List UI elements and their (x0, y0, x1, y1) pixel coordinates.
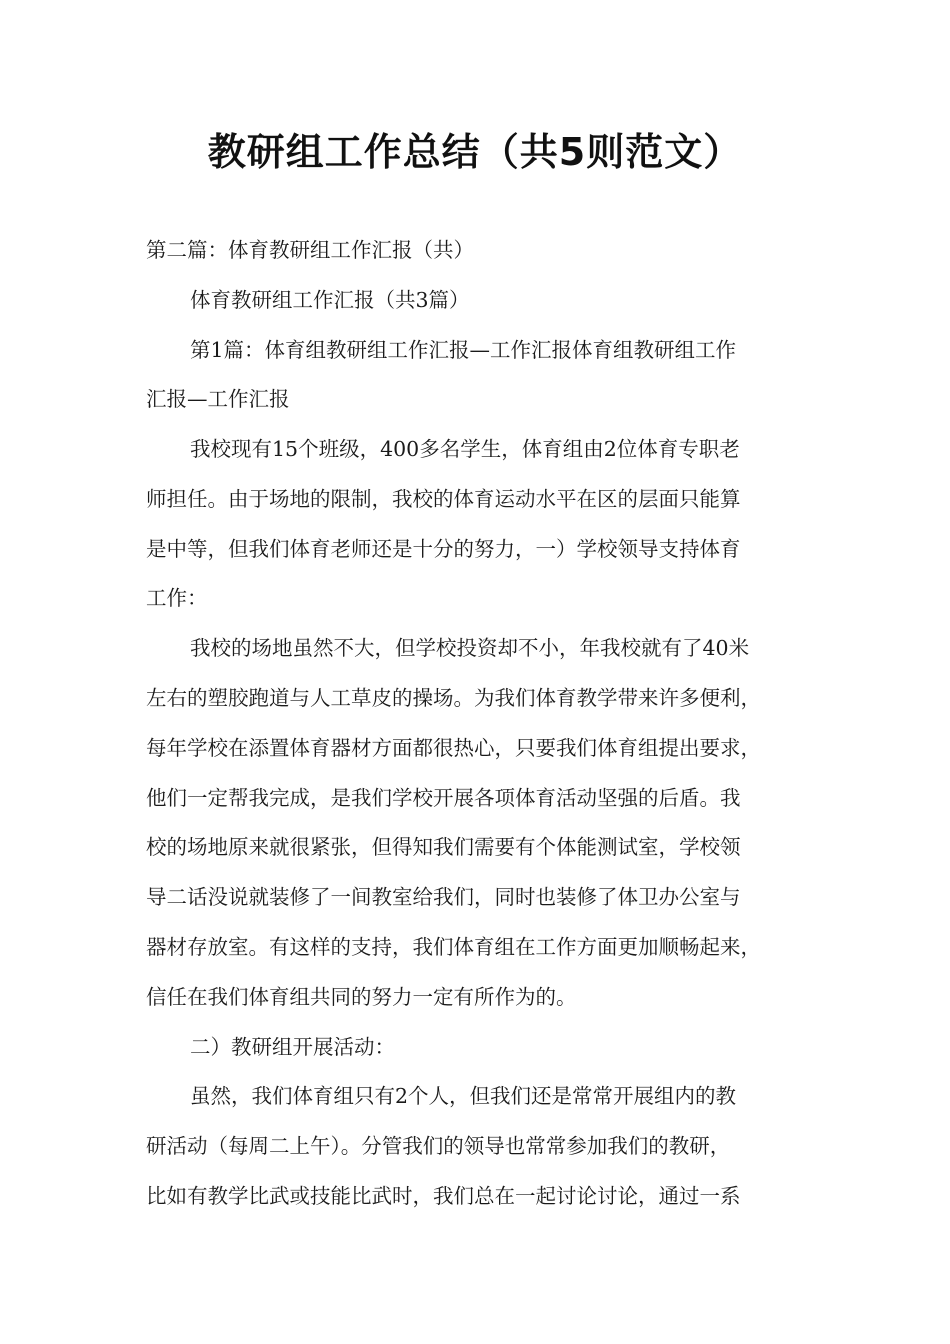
paragraph-line: 汇报—工作汇报 (146, 387, 290, 411)
section-heading: 第二篇：体育教研组工作汇报（共） (146, 238, 474, 262)
paragraph-line: 我校现有15个班级，400多名学生，体育组由2位体育专职老 (190, 437, 740, 461)
paragraph-line: 左右的塑胶跑道与人工草皮的操场。为我们体育教学带来许多便利， (146, 686, 761, 710)
paragraph-line: 师担任。由于场地的限制，我校的体育运动水平在区的层面只能算 (146, 487, 741, 511)
paragraph-line: 每年学校在添置体育器材方面都很热心，只要我们体育组提出要求， (146, 736, 761, 760)
paragraph-line: 我校的场地虽然不大，但学校投资却不小，年我校就有了40米 (190, 636, 750, 660)
paragraph-line: 工作： (146, 586, 208, 610)
paragraph-line: 信任在我们体育组共同的努力一定有所作为的。 (146, 985, 577, 1009)
subheading: 体育教研组工作汇报（共3篇） (190, 288, 470, 312)
section-subheading: 二）教研组开展活动： (190, 1035, 395, 1059)
paragraph-line: 虽然，我们体育组只有2个人，但我们还是常常开展组内的教 (190, 1084, 737, 1108)
paragraph-line: 器材存放室。有这样的支持，我们体育组在工作方面更加顺畅起来， (146, 935, 761, 959)
paragraph-line: 比如有教学比武或技能比武时，我们总在一起讨论讨论，通过一系 (146, 1184, 741, 1208)
paragraph-line: 校的场地原来就很紧张，但得知我们需要有个体能测试室，学校领 (146, 835, 741, 859)
paragraph-line: 他们一定帮我完成，是我们学校开展各项体育活动坚强的后盾。我 (146, 786, 741, 810)
paragraph-line: 是中等，但我们体育老师还是十分的努力，一）学校领导支持体育 (146, 537, 741, 561)
paragraph-line: 导二话没说就装修了一间教室给我们，同时也装修了体卫办公室与 (146, 885, 741, 909)
paragraph-line: 研活动（每周二上午）。分管我们的领导也常常参加我们的教研， (146, 1134, 731, 1158)
document-title: 教研组工作总结（共5则范文） (207, 130, 743, 174)
paragraph-line: 第1篇：体育组教研组工作汇报—工作汇报体育组教研组工作 (190, 338, 737, 362)
